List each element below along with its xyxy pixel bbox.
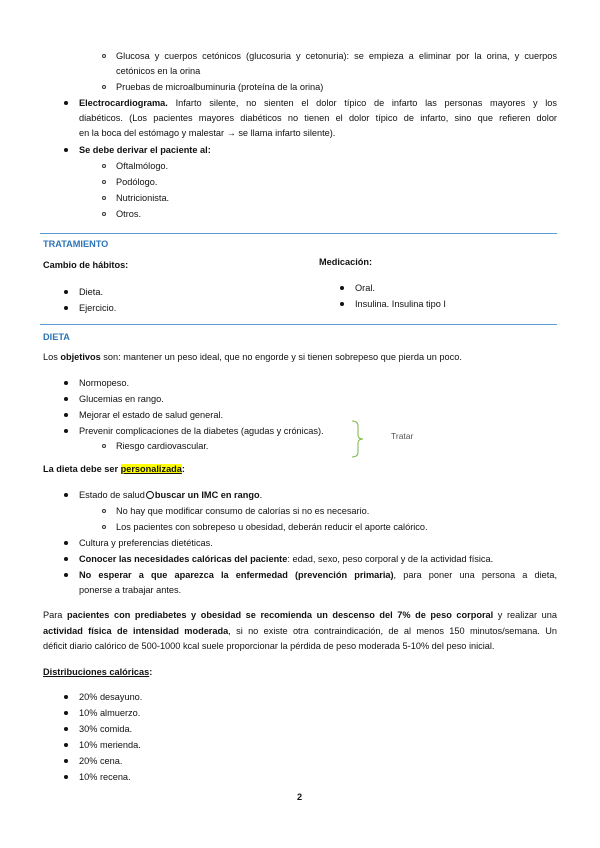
text-span: y realizar una <box>497 610 558 620</box>
list-item: Pruebas de microalbuminuria (proteína de la orina) <box>116 82 324 92</box>
ecg-label: Electrocardiograma. <box>79 98 168 108</box>
disc-bullet-icon <box>64 381 68 385</box>
circle-bullet-icon <box>102 212 106 216</box>
disc-bullet-icon <box>64 727 68 731</box>
text-span: , si no existe otra contraindicación, de al menos 150 minutos/semana. Un <box>228 626 557 636</box>
disc-bullet-icon <box>64 429 68 433</box>
disc-bullet-icon <box>64 743 68 747</box>
list-item: Otros. <box>116 209 142 219</box>
disc-bullet-icon <box>64 541 68 545</box>
disc-bullet-icon <box>64 101 68 105</box>
objetivos-line <box>43 351 462 363</box>
section-title-tratamiento: TRATAMIENTO <box>43 239 109 249</box>
circle-bullet-icon <box>102 54 106 58</box>
ecg-text: Infarto silente, no sienten el dolor típico de infarto las personas mayores y los <box>175 98 557 108</box>
list-item: 10% recena. <box>79 772 131 782</box>
list-item: Glucosa y cuerpos cetónicos (glucosuria y cetonuria): se empieza a eliminar por la orina, y cuerpos <box>116 51 557 61</box>
ecg-line-3: en la boca del estómago y malestar → se llama infarto silente). <box>79 128 336 138</box>
brace-label: Tratar <box>391 431 414 441</box>
list-item: Riesgo cardiovascular. <box>116 441 209 451</box>
list-item: 20% desayuno. <box>79 692 143 702</box>
disc-bullet-icon <box>64 397 68 401</box>
esperar-line-2: ponerse a trabajar antes. <box>79 585 182 595</box>
list-item: 20% cena. <box>79 756 123 766</box>
disc-bullet-icon <box>64 711 68 715</box>
list-item: Cultura y preferencias dietéticas. <box>79 538 213 548</box>
highlighted-text: personalizada <box>120 464 182 474</box>
text-span: Estado de salud <box>79 490 145 500</box>
conocer-line <box>79 553 493 565</box>
list-item: No hay que modificar consumo de calorías si no es necesario. <box>116 506 370 516</box>
paragraph-bold: actividad física de intensidad moderada <box>43 626 229 636</box>
medicacion-label: Medicación: <box>319 257 373 267</box>
section-title-dieta: DIETA <box>43 332 70 342</box>
section-rule <box>40 324 557 325</box>
text-span: Para <box>43 610 63 620</box>
circle-bullet-icon <box>102 509 106 513</box>
text-span: : <box>149 667 153 677</box>
brace-icon <box>350 420 372 458</box>
list-item: Nutricionista. <box>116 193 170 203</box>
list-item: Oftalmólogo. <box>116 161 169 171</box>
text-span: La dieta debe ser <box>43 464 119 474</box>
disc-bullet-icon <box>64 306 68 310</box>
list-item-continuation: cetónicos en la orina <box>116 66 201 76</box>
list-item: Los pacientes con sobrepeso u obesidad, deberán reducir el aporte calórico. <box>116 522 428 532</box>
circle-bullet-icon <box>102 180 106 184</box>
paragraph-line-2 <box>43 625 557 637</box>
estado-line <box>79 489 262 501</box>
ecg-line-1 <box>79 97 557 109</box>
circle-bullet-icon <box>102 444 106 448</box>
disc-bullet-icon <box>64 557 68 561</box>
disc-bullet-icon <box>340 286 344 290</box>
text-span: . <box>259 490 263 500</box>
list-item: Ejercicio. <box>79 303 117 313</box>
list-item: Oral. <box>355 283 375 293</box>
list-item: Glucemias en rango. <box>79 394 164 404</box>
disc-bullet-icon <box>340 302 344 306</box>
disc-bullet-icon <box>64 413 68 417</box>
personalizada-line <box>43 463 185 475</box>
list-item: Mejorar el estado de salud general. <box>79 410 224 420</box>
ecg-line-2: diabéticos. (Los pacientes mayores diabéticos no tienen el dolor típico de infarto, sino que refieren dolor <box>79 113 557 123</box>
circle-bullet-icon <box>102 525 106 529</box>
text-span: , para poner una persona a dieta, <box>393 570 557 580</box>
conocer-bold: Conocer las necesidades calóricas del paciente <box>79 554 288 564</box>
circle-bullet-icon <box>102 85 106 89</box>
estado-bold: buscar un IMC en rango <box>154 490 260 500</box>
objetivos-bold: objetivos <box>60 352 101 362</box>
circle-bullet-icon <box>102 164 106 168</box>
disc-bullet-icon <box>64 759 68 763</box>
disc-bullet-icon <box>64 573 68 577</box>
dist-label: Distribuciones calóricas <box>43 667 150 677</box>
dist-label-line <box>43 666 152 678</box>
page-number: 2 <box>297 792 303 802</box>
list-item: 10% merienda. <box>79 740 141 750</box>
list-item: Normopeso. <box>79 378 130 388</box>
arrow-icon <box>146 491 154 499</box>
disc-bullet-icon <box>64 775 68 779</box>
list-item: Prevenir complicaciones de la diabetes (agudas y crónicas). <box>79 426 324 436</box>
esperar-line <box>79 569 557 581</box>
text-span: Los <box>43 352 58 362</box>
list-item: Dieta. <box>79 287 104 297</box>
disc-bullet-icon <box>64 290 68 294</box>
paragraph-bold: pacientes con prediabetes y obesidad se recomienda un descenso del 7% de peso corporal <box>67 610 494 620</box>
list-item: Podólogo. <box>116 177 158 187</box>
disc-bullet-icon <box>64 493 68 497</box>
text-span: : edad, sexo, peso corporal y de la actividad física. <box>287 554 494 564</box>
list-item: Insulina. Insulina tipo I <box>355 299 446 309</box>
paragraph-line-1 <box>43 609 557 621</box>
list-item: 30% comida. <box>79 724 133 734</box>
text-span: son: mantener un peso ideal, que no engorde y si tienen sobrepeso que pierda un poco. <box>103 352 462 362</box>
section-rule <box>40 233 557 234</box>
list-item: 10% almuerzo. <box>79 708 141 718</box>
circle-bullet-icon <box>102 196 106 200</box>
text-span: : <box>181 464 185 474</box>
disc-bullet-icon <box>64 148 68 152</box>
disc-bullet-icon <box>64 695 68 699</box>
derivar-label: Se debe derivar el paciente al: <box>79 145 211 155</box>
paragraph-line-3: déficit diario calórico de 500-1000 kcal suele proporcionar la pérdida de peso moderada 5-10% del peso inicial. <box>43 641 495 651</box>
habitos-label: Cambio de hábitos: <box>43 260 129 270</box>
esperar-bold: No esperar a que aparezca la enfermedad (prevención primaria) <box>79 570 394 580</box>
